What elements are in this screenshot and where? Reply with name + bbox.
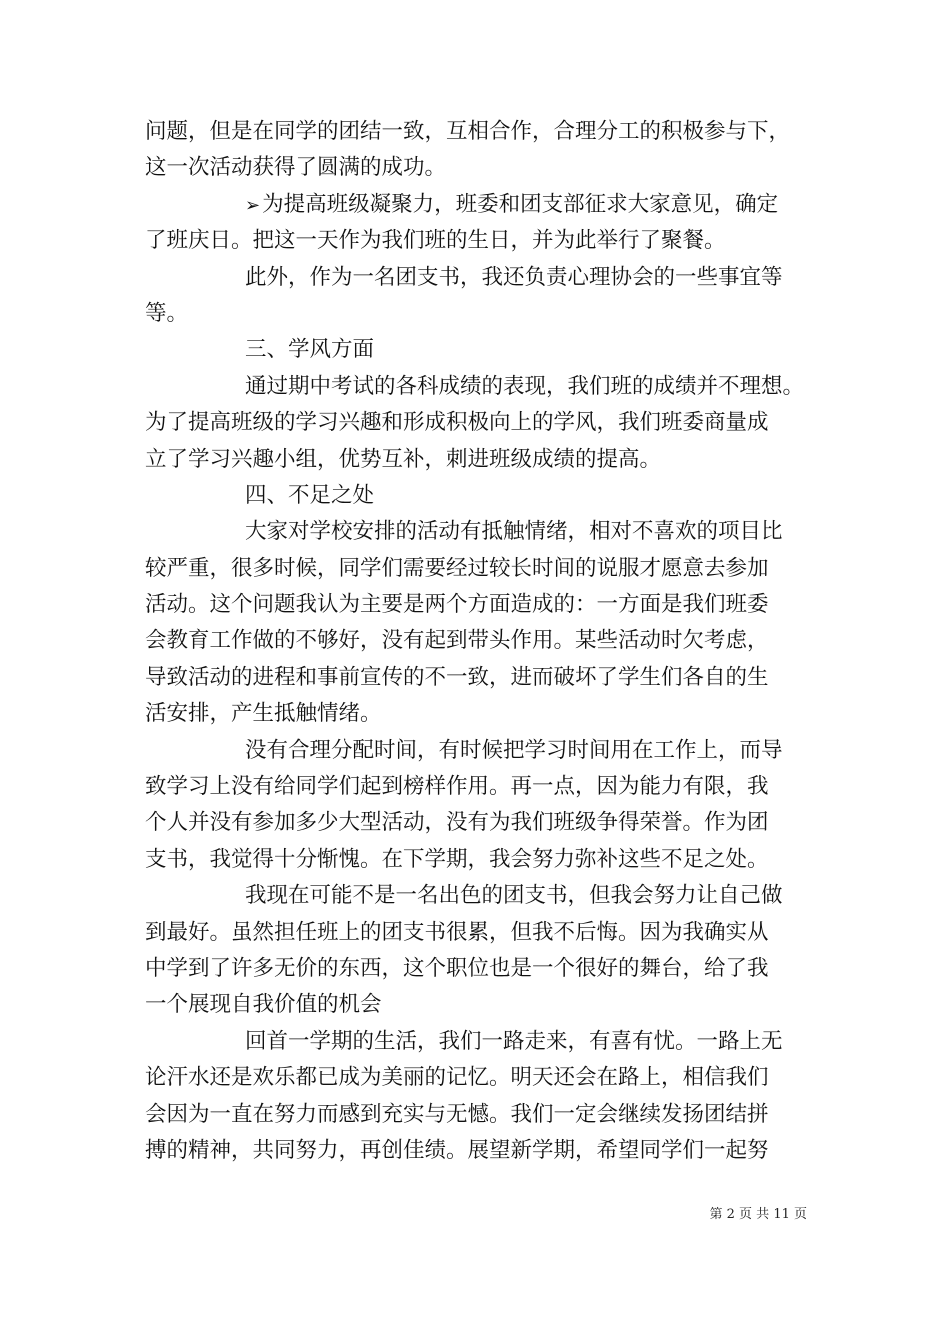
text-line bbox=[145, 514, 817, 550]
text-line bbox=[145, 842, 817, 878]
line-text: 支书，我觉得十分惭愧。在下学期，我会努力弥补这些不足之处。 bbox=[145, 846, 769, 872]
line-text: 搏的精神，共同努力，再创佳绩。展望新学期，希望同学们一起努 bbox=[145, 1137, 769, 1163]
line-text: 此外，作为一名团支书，我还负责心理协会的一些事宜等 bbox=[245, 264, 783, 290]
text-line bbox=[145, 369, 817, 405]
line-text: 活安排，产生抵触情绪。 bbox=[145, 701, 382, 727]
text-line bbox=[145, 478, 817, 514]
text-line bbox=[145, 951, 817, 987]
text-line bbox=[145, 623, 817, 659]
line-text: 到最好。虽然担任班上的团支书很累，但我不后悔。因为我确实从 bbox=[145, 919, 769, 945]
page-number: 第 2 页 共 11 页 bbox=[709, 1207, 807, 1222]
line-text: 为了提高班级的学习兴趣和形成积极向上的学风，我们班委商量成 bbox=[145, 410, 769, 436]
line-text: 会因为一直在努力而感到充实与无憾。我们一定会继续发扬团结拼 bbox=[145, 1101, 769, 1127]
text-line bbox=[145, 1097, 817, 1133]
text-line bbox=[145, 987, 817, 1023]
text-line bbox=[145, 551, 817, 587]
text-line bbox=[145, 187, 817, 223]
text-line bbox=[145, 805, 817, 841]
text-line bbox=[145, 442, 817, 478]
line-text: 导致活动的进程和事前宣传的不一致，进而破坏了学生们各自的生 bbox=[145, 664, 769, 690]
text-line bbox=[145, 260, 817, 296]
text-line bbox=[145, 332, 817, 368]
line-text: 中学到了许多无价的东西，这个职位也是一个很好的舞台，给了我 bbox=[145, 955, 769, 981]
document-body bbox=[145, 114, 817, 1169]
line-text: 通过期中考试的各科成绩的表现，我们班的成绩并不理想。 bbox=[245, 373, 805, 399]
arrow-bullet-icon: ➢ bbox=[245, 194, 261, 216]
text-line bbox=[145, 1060, 817, 1096]
text-line bbox=[145, 587, 817, 623]
text-line bbox=[145, 915, 817, 951]
text-line bbox=[145, 296, 817, 332]
line-text: 大家对学校安排的活动有抵触情绪，相对不喜欢的项目比 bbox=[245, 519, 783, 545]
line-text: 问题，但是在同学的团结一致，互相合作，合理分工的积极参与下， bbox=[145, 119, 791, 144]
text-line bbox=[145, 696, 817, 732]
line-text: 回首一学期的生活，我们一路走来，有喜有忧。一路上无 bbox=[245, 1028, 783, 1054]
line-text: 论汗水还是欢乐都已成为美丽的记忆。明天还会在路上，相信我们 bbox=[145, 1065, 769, 1091]
line-text: 等。 bbox=[145, 300, 189, 326]
text-line bbox=[145, 733, 817, 769]
line-text: 会教育工作做的不够好，没有起到带头作用。某些活动时欠考虑， bbox=[145, 628, 769, 654]
text-line bbox=[145, 1133, 817, 1169]
line-text: 为提高班级凝聚力，班委和团支部征求大家意见，确定 bbox=[262, 191, 779, 217]
line-text: 活动。这个问题我认为主要是两个方面造成的：一方面是我们班委 bbox=[145, 592, 769, 618]
line-text: 三、学风方面 bbox=[245, 337, 375, 363]
line-text: 四、不足之处 bbox=[245, 482, 375, 508]
text-line bbox=[145, 114, 817, 150]
text-line bbox=[145, 405, 817, 441]
line-text: 个人并没有参加多少大型活动，没有为我们班级争得荣誉。作为团 bbox=[145, 810, 769, 836]
line-text: 致学习上没有给同学们起到榜样作用。再一点，因为能力有限，我 bbox=[145, 774, 769, 800]
text-line bbox=[145, 878, 817, 914]
line-text: 了班庆日。把这一天作为我们班的生日，并为此举行了聚餐。 bbox=[145, 228, 726, 254]
text-line bbox=[145, 1024, 817, 1060]
line-text: 我现在可能不是一名出色的团支书，但我会努力让自己做 bbox=[245, 883, 783, 909]
line-text: 这一次活动获得了圆满的成功。 bbox=[145, 155, 447, 181]
line-text: 较严重，很多时候，同学们需要经过较长时间的说服才愿意去参加 bbox=[145, 555, 769, 581]
text-line bbox=[145, 660, 817, 696]
line-text: 没有合理分配时间，有时候把学习时间用在工作上，而导 bbox=[245, 737, 783, 763]
text-line bbox=[145, 223, 817, 259]
text-line bbox=[145, 769, 817, 805]
line-text: 立了学习兴趣小组，优势互补，刺进班级成绩的提高。 bbox=[145, 446, 662, 472]
line-text: 一个展现自我价值的机会 bbox=[145, 992, 382, 1018]
text-line bbox=[145, 150, 817, 186]
